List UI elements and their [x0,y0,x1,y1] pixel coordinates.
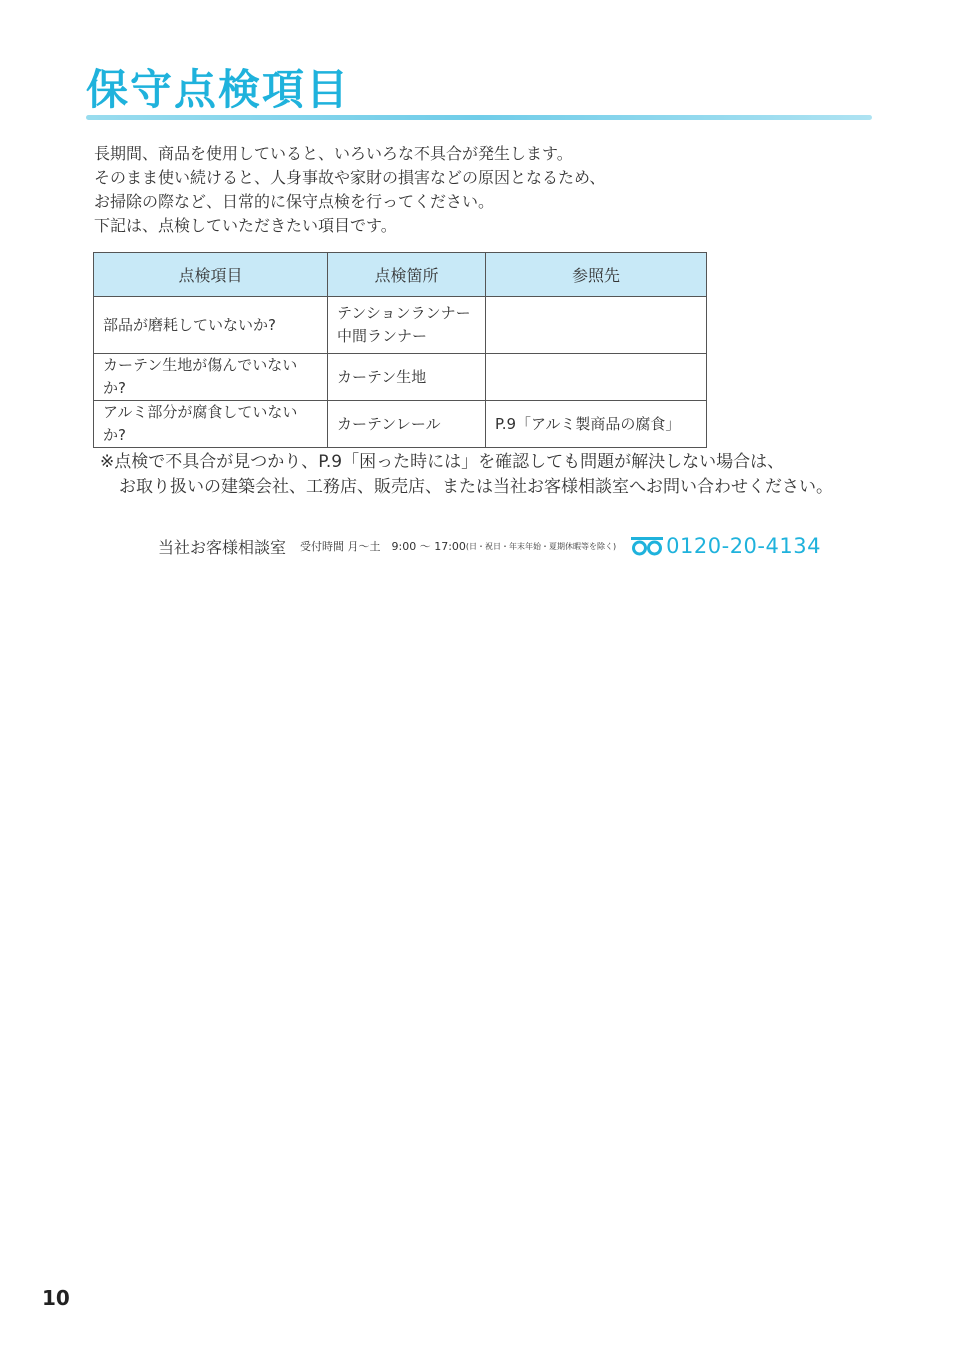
customer-service-label: 当社お客様相談室 [158,537,287,557]
table-cell: P.9「アルミ製商品の腐食」 [486,401,707,448]
intro-line: 下記は、点検していただきたい項目です。 [94,216,397,235]
header-check-item: 点検項目 [94,253,328,297]
contact-info [158,531,821,561]
table-cell: アルミ部分が腐食していないか? [94,401,328,448]
note-text [100,450,880,500]
page-title: 保守点検項目 [86,65,351,114]
intro-text [94,142,794,238]
table-cell [486,297,707,354]
page-number: 10 [42,1286,70,1310]
table-cell: カーテン生地が傷んでいないか? [94,354,328,401]
service-hours: 受付時間 月〜土 9:00 〜 17:00 [300,540,466,553]
title-underline [86,115,872,120]
header-check-location: 点検箇所 [328,253,486,297]
table-header-row [94,253,707,297]
intro-line: 長期間、商品を使用していると、いろいろな不具合が発生します。 [94,144,573,163]
table-row [94,354,707,401]
table-row [94,297,707,354]
note-line: お取り扱いの建築会社、工務店、販売店、または当社お客様相談室へお問い合わせください。 [119,477,833,497]
table-cell: カーテン生地 [328,354,486,401]
phone-number[interactable]: 0120-20-4134 [666,534,821,558]
table-row [94,401,707,448]
note-line: ※点検で不具合が見つかり、P.9「困った時には」を確認しても問題が解決しない場合は、 [100,452,785,472]
table-cell: カーテンレール [328,401,486,448]
intro-line: そのまま使い続けると、人身事故や家財の損害などの原因となるため、 [94,168,606,187]
table-cell: 部品が磨耗していないか? [94,297,328,354]
freedial-icon [630,536,664,556]
service-hours-note: (日・祝日・年末年始・夏期休暇等を除く) [465,541,617,551]
table-cell [486,354,707,401]
intro-line: お掃除の際など、日常的に保守点検を行ってください。 [94,192,495,211]
header-reference: 参照先 [486,253,707,297]
inspection-table [93,252,707,448]
table-cell: テンションランナー 中間ランナー [328,297,486,354]
